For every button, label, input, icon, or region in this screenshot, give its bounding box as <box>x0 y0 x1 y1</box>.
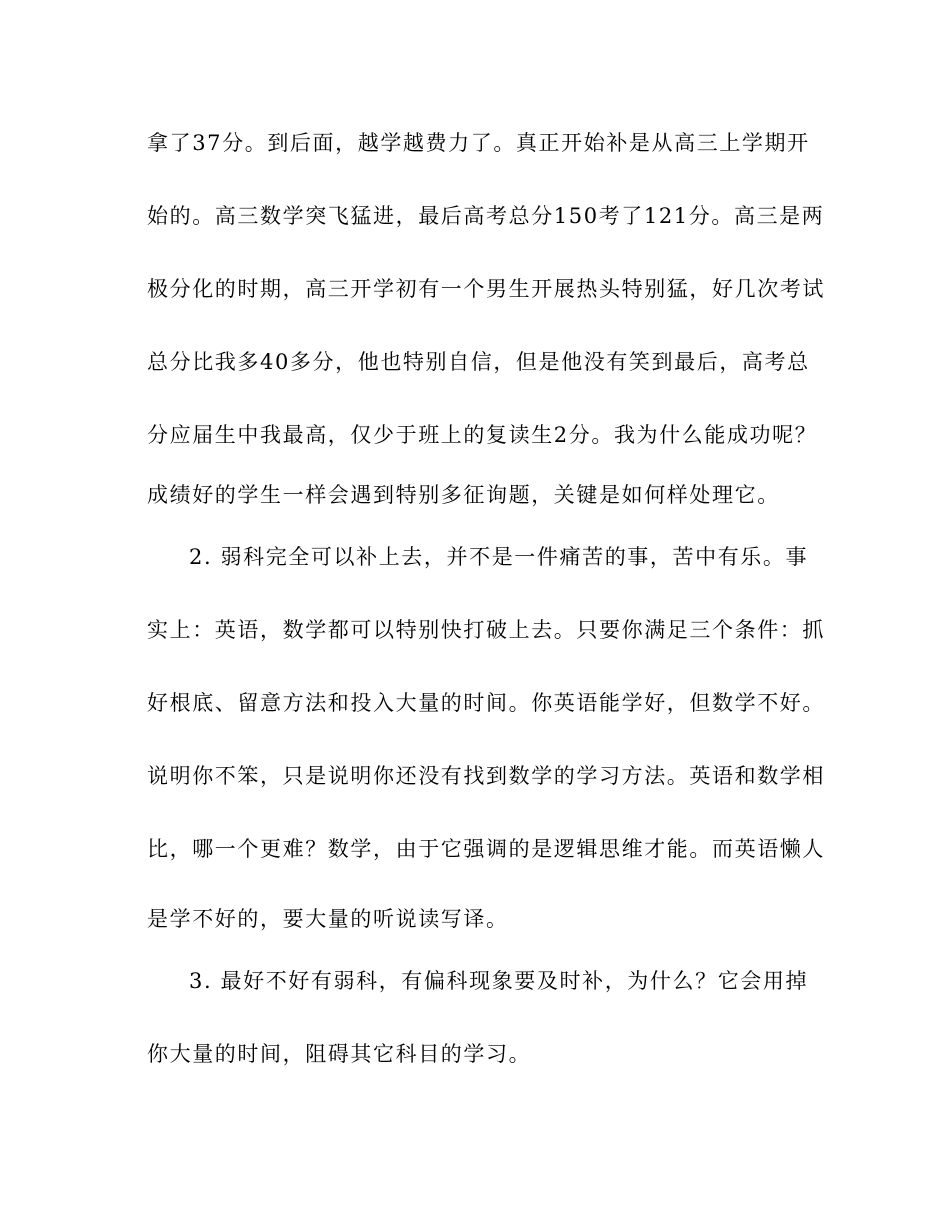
text-line-12: 是学不好的，要大量的听说读写译。 <box>147 907 509 931</box>
text-line-4: 总分比我多40多分，他也特别自信，但是他没有笑到最后，高考总 <box>147 350 810 374</box>
text-line-6: 成绩好的学生一样会遇到特别多征询题，关键是如何样处理它。 <box>147 483 780 507</box>
text-line-1: 拿了37分。到后面，越学越费力了。真正开始补是从高三上学期开 <box>147 131 810 155</box>
text-line-2: 始的。高三数学突飞猛进，最后高考总分150考了121分。高三是两 <box>147 204 825 228</box>
text-line-7: 2. 弱科完全可以补上去，并不是一件痛苦的事，苦中有乐。事 <box>189 545 809 569</box>
text-line-5: 分应届生中我最高，仅少于班上的复读生2分。我为什么能成功呢？ <box>147 423 818 447</box>
text-line-13: 3. 最好不好有弱科，有偏科现象要及时补，为什么？它会用掉 <box>189 969 809 993</box>
text-line-10: 说明你不笨，只是说明你还没有找到数学的学习方法。英语和数学相 <box>147 764 825 788</box>
text-line-3: 极分化的时期，高三开学初有一个男生开展热头特别猛，好几次考试 <box>147 277 825 301</box>
text-line-14: 你大量的时间，阻碍其它科目的学习。 <box>147 1042 532 1066</box>
text-line-9: 好根底、留意方法和投入大量的时间。你英语能学好，但数学不好。 <box>147 691 825 715</box>
text-line-11: 比，哪一个更难？数学，由于它强调的是逻辑思维才能。而英语懒人 <box>147 837 825 861</box>
text-line-8: 实上：英语，数学都可以特别快打破上去。只要你满足三个条件：抓 <box>147 618 825 642</box>
